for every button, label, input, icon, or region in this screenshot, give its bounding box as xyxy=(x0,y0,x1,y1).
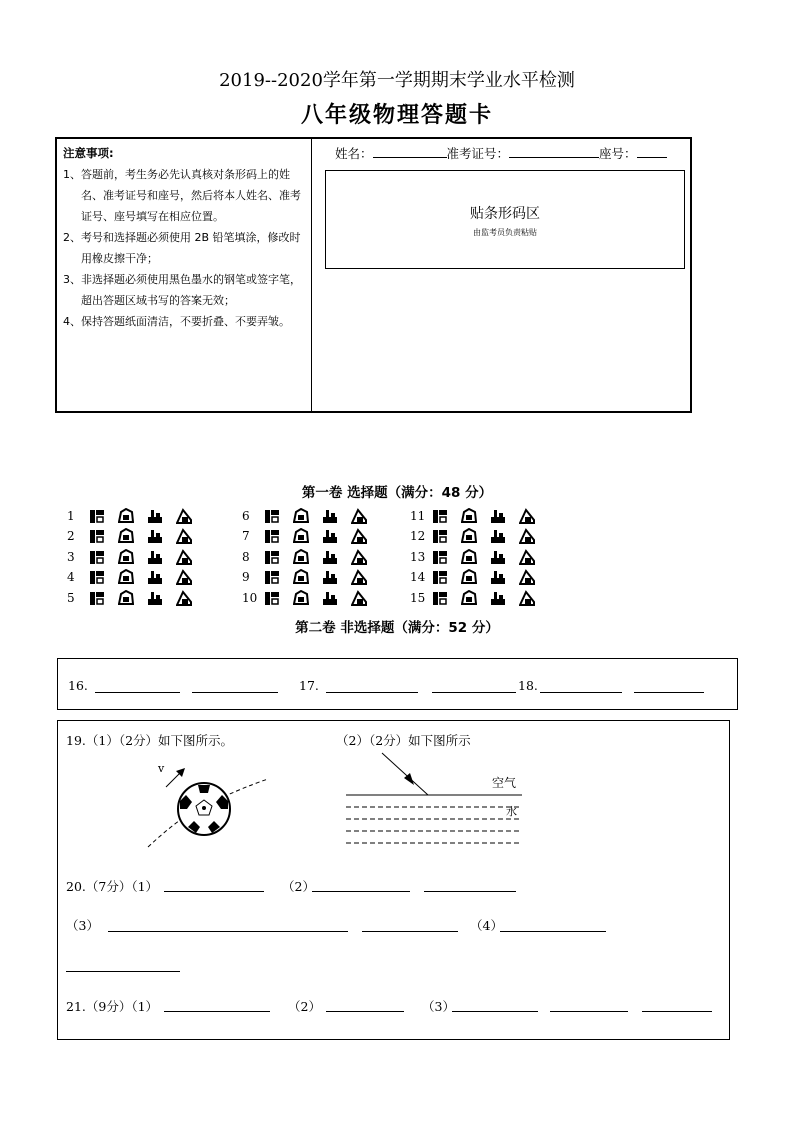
student-fields xyxy=(335,144,667,162)
choice-option-d-bubble[interactable] xyxy=(351,528,367,544)
choice-question-row xyxy=(67,588,205,608)
choice-question-row xyxy=(242,526,380,546)
q20-2-answer-1[interactable] xyxy=(312,891,410,892)
choice-option-b-bubble[interactable] xyxy=(118,508,134,524)
notes-heading: 注意事项: xyxy=(63,146,114,160)
choice-option-d-bubble[interactable] xyxy=(519,549,535,565)
q20-3-answer-1[interactable] xyxy=(108,931,348,932)
q20-label: 20.（7分）（1） xyxy=(66,879,159,894)
exam-title: 2019--2020学年第一学期期末学业水平检测 xyxy=(219,70,575,91)
barcode-title: 贴条形码区 xyxy=(470,206,540,222)
note-item: 1、 答题前，考生务必先认真核对条形码上的姓名、准考证号和座号，然后将本人姓名、准考证号、座号填写在相应位置。 xyxy=(63,168,301,223)
choice-option-a-bubble[interactable] xyxy=(432,528,448,544)
choice-option-c-bubble[interactable] xyxy=(322,528,338,544)
barcode-area[interactable] xyxy=(325,170,685,269)
choice-option-b-bubble[interactable] xyxy=(293,569,309,585)
choice-question-row xyxy=(410,567,548,587)
choice-question-number: 3 xyxy=(67,550,75,564)
choice-option-d-bubble[interactable] xyxy=(351,508,367,524)
info-box xyxy=(55,137,692,413)
choice-question-number: 12 xyxy=(410,529,426,543)
choice-option-d-bubble[interactable] xyxy=(519,508,535,524)
choice-option-c-bubble[interactable] xyxy=(147,590,163,606)
choice-question-number: 2 xyxy=(67,529,75,543)
q20-p4-label: （4） xyxy=(470,918,503,933)
choice-option-b-bubble[interactable] xyxy=(461,528,477,544)
choice-option-c-bubble[interactable] xyxy=(490,549,506,565)
choice-option-d-bubble[interactable] xyxy=(176,590,192,606)
choice-option-c-bubble[interactable] xyxy=(147,549,163,565)
choice-option-c-bubble[interactable] xyxy=(490,590,506,606)
answer-sheet-title: 八年级物理答题卡 xyxy=(300,102,493,128)
choice-question-number: 8 xyxy=(242,550,250,564)
soccer-ball-icon xyxy=(178,783,230,835)
choice-option-a-bubble[interactable] xyxy=(264,590,280,606)
choice-option-c-bubble[interactable] xyxy=(147,528,163,544)
q17-answer-1[interactable] xyxy=(326,692,418,693)
choice-question-number: 14 xyxy=(410,570,426,584)
section2-title: 第二卷 非选择题（满分：52 分） xyxy=(295,620,499,636)
choice-option-a-bubble[interactable] xyxy=(89,569,105,585)
q19-part1-label: 19.（1）（2分）如下图所示。 xyxy=(66,733,234,748)
info-divider xyxy=(311,139,312,411)
note-item: 4、 保持答题纸面清洁，不要折叠、不要弄皱。 xyxy=(63,315,290,328)
choice-question-row xyxy=(410,526,548,546)
q19-part2-label: （2）（2分）如下图所示 xyxy=(336,733,471,748)
air-label: 空气 xyxy=(492,776,517,790)
q17-answer-2[interactable] xyxy=(432,692,516,693)
choice-option-d-bubble[interactable] xyxy=(351,569,367,585)
choice-option-d-bubble[interactable] xyxy=(351,549,367,565)
choice-question-number: 13 xyxy=(410,550,426,564)
choice-option-d-bubble[interactable] xyxy=(176,549,192,565)
q20-p3-label: （3） xyxy=(66,918,99,933)
choice-question-row xyxy=(410,588,548,608)
choice-option-c-bubble[interactable] xyxy=(147,569,163,585)
choice-option-d-bubble[interactable] xyxy=(176,569,192,585)
choice-option-d-bubble[interactable] xyxy=(176,528,192,544)
choice-question-row xyxy=(67,547,205,567)
q21-3-answer-3[interactable] xyxy=(642,1011,712,1012)
choice-option-b-bubble[interactable] xyxy=(461,590,477,606)
q16-answer-1[interactable] xyxy=(95,692,180,693)
q21-p2-label: （2） xyxy=(288,999,321,1014)
choice-question-number: 9 xyxy=(242,570,250,584)
choice-option-b-bubble[interactable] xyxy=(293,549,309,565)
choice-option-a-bubble[interactable] xyxy=(432,549,448,565)
choice-option-c-bubble[interactable] xyxy=(490,508,506,524)
q21-3-answer-1[interactable] xyxy=(452,1011,538,1012)
choice-option-b-bubble[interactable] xyxy=(461,569,477,585)
choice-option-b-bubble[interactable] xyxy=(293,590,309,606)
choice-option-c-bubble[interactable] xyxy=(147,508,163,524)
choice-question-row xyxy=(242,506,380,526)
choice-option-c-bubble[interactable] xyxy=(490,569,506,585)
q16-label: 16. xyxy=(68,678,88,693)
q20-p2-label: （2） xyxy=(282,879,315,894)
choice-option-b-bubble[interactable] xyxy=(461,549,477,565)
q20-4-answer[interactable] xyxy=(500,931,606,932)
choice-option-c-bubble[interactable] xyxy=(322,508,338,524)
choice-option-d-bubble[interactable] xyxy=(519,590,535,606)
choice-question-row xyxy=(67,506,205,526)
choice-option-a-bubble[interactable] xyxy=(89,549,105,565)
q21-2-answer[interactable] xyxy=(326,1011,404,1012)
seat-label: 座号： xyxy=(599,146,637,161)
q20-1-answer[interactable] xyxy=(164,891,264,892)
ticket-label: 准考证号： xyxy=(446,146,510,161)
choice-question-row xyxy=(242,588,380,608)
note-item: 3、 非选择题必须使用黑色墨水的钢笔或签字笔，超出答题区域书写的答案无效； xyxy=(63,273,301,307)
choice-option-b-bubble[interactable] xyxy=(118,569,134,585)
choice-option-b-bubble[interactable] xyxy=(461,508,477,524)
choice-option-c-bubble[interactable] xyxy=(322,590,338,606)
choice-option-c-bubble[interactable] xyxy=(322,549,338,565)
ticket-field[interactable] xyxy=(509,145,599,158)
choice-option-d-bubble[interactable] xyxy=(176,508,192,524)
choice-question-number: 15 xyxy=(410,591,426,605)
choice-option-a-bubble[interactable] xyxy=(264,528,280,544)
choice-option-d-bubble[interactable] xyxy=(519,528,535,544)
choice-option-c-bubble[interactable] xyxy=(322,569,338,585)
refraction-figure[interactable] xyxy=(342,749,542,849)
choice-question-row xyxy=(242,567,380,587)
choice-option-b-bubble[interactable] xyxy=(118,528,134,544)
q21-1-answer[interactable] xyxy=(164,1011,270,1012)
choice-question-number: 11 xyxy=(410,509,426,523)
choice-option-a-bubble[interactable] xyxy=(89,528,105,544)
name-label: 姓名： xyxy=(335,146,373,161)
q18-answer-1[interactable] xyxy=(540,692,622,693)
notes-panel xyxy=(63,143,307,332)
water-label: 水 xyxy=(506,805,517,818)
barcode-subtitle: 由监考员负责粘贴 xyxy=(473,228,537,237)
choice-question-number: 10 xyxy=(242,591,258,605)
choice-option-b-bubble[interactable] xyxy=(293,528,309,544)
q19-21-box xyxy=(57,720,730,1040)
choice-option-a-bubble[interactable] xyxy=(264,569,280,585)
choice-option-d-bubble[interactable] xyxy=(351,590,367,606)
choice-question-row xyxy=(410,547,548,567)
choice-question-row xyxy=(67,526,205,546)
choice-option-a-bubble[interactable] xyxy=(432,569,448,585)
q21-3-answer-2[interactable] xyxy=(550,1011,628,1012)
choice-option-a-bubble[interactable] xyxy=(432,590,448,606)
section1-title: 第一卷 选择题（满分：48 分） xyxy=(301,485,493,501)
q16-18-box xyxy=(57,658,738,710)
name-field[interactable] xyxy=(373,145,447,158)
choice-question-number: 1 xyxy=(67,509,75,523)
choice-question-number: 6 xyxy=(242,509,250,523)
choice-option-b-bubble[interactable] xyxy=(118,590,134,606)
choice-question-row xyxy=(242,547,380,567)
q20-2-answer-2[interactable] xyxy=(424,891,516,892)
choice-question-number: 4 xyxy=(67,570,75,584)
choice-option-c-bubble[interactable] xyxy=(490,528,506,544)
choice-option-b-bubble[interactable] xyxy=(293,508,309,524)
choice-question-row xyxy=(67,567,205,587)
choice-question-row xyxy=(410,506,548,526)
soccer-ball-figure[interactable] xyxy=(138,749,273,849)
choice-option-a-bubble[interactable] xyxy=(264,508,280,524)
choice-option-a-bubble[interactable] xyxy=(432,508,448,524)
q18-label: 18. xyxy=(518,678,538,693)
choice-question-number: 5 xyxy=(67,591,75,605)
choice-option-d-bubble[interactable] xyxy=(519,569,535,585)
seat-field[interactable] xyxy=(637,145,667,158)
note-item: 2、 考号和选择题必须使用 2B 铅笔填涂，修改时用橡皮擦干净； xyxy=(63,231,301,265)
choice-option-b-bubble[interactable] xyxy=(118,549,134,565)
q21-label: 21.（9分）（1） xyxy=(66,999,159,1014)
velocity-label: v xyxy=(158,762,165,775)
q20-4-answer-cont[interactable] xyxy=(66,971,180,972)
q21-p3-label: （3） xyxy=(422,999,455,1014)
q16-answer-2[interactable] xyxy=(192,692,278,693)
choice-option-a-bubble[interactable] xyxy=(89,590,105,606)
q20-3-answer-2[interactable] xyxy=(362,931,458,932)
choice-option-a-bubble[interactable] xyxy=(89,508,105,524)
choice-question-number: 7 xyxy=(242,529,250,543)
choice-option-a-bubble[interactable] xyxy=(264,549,280,565)
q17-label: 17. xyxy=(299,678,319,693)
q18-answer-2[interactable] xyxy=(634,692,704,693)
